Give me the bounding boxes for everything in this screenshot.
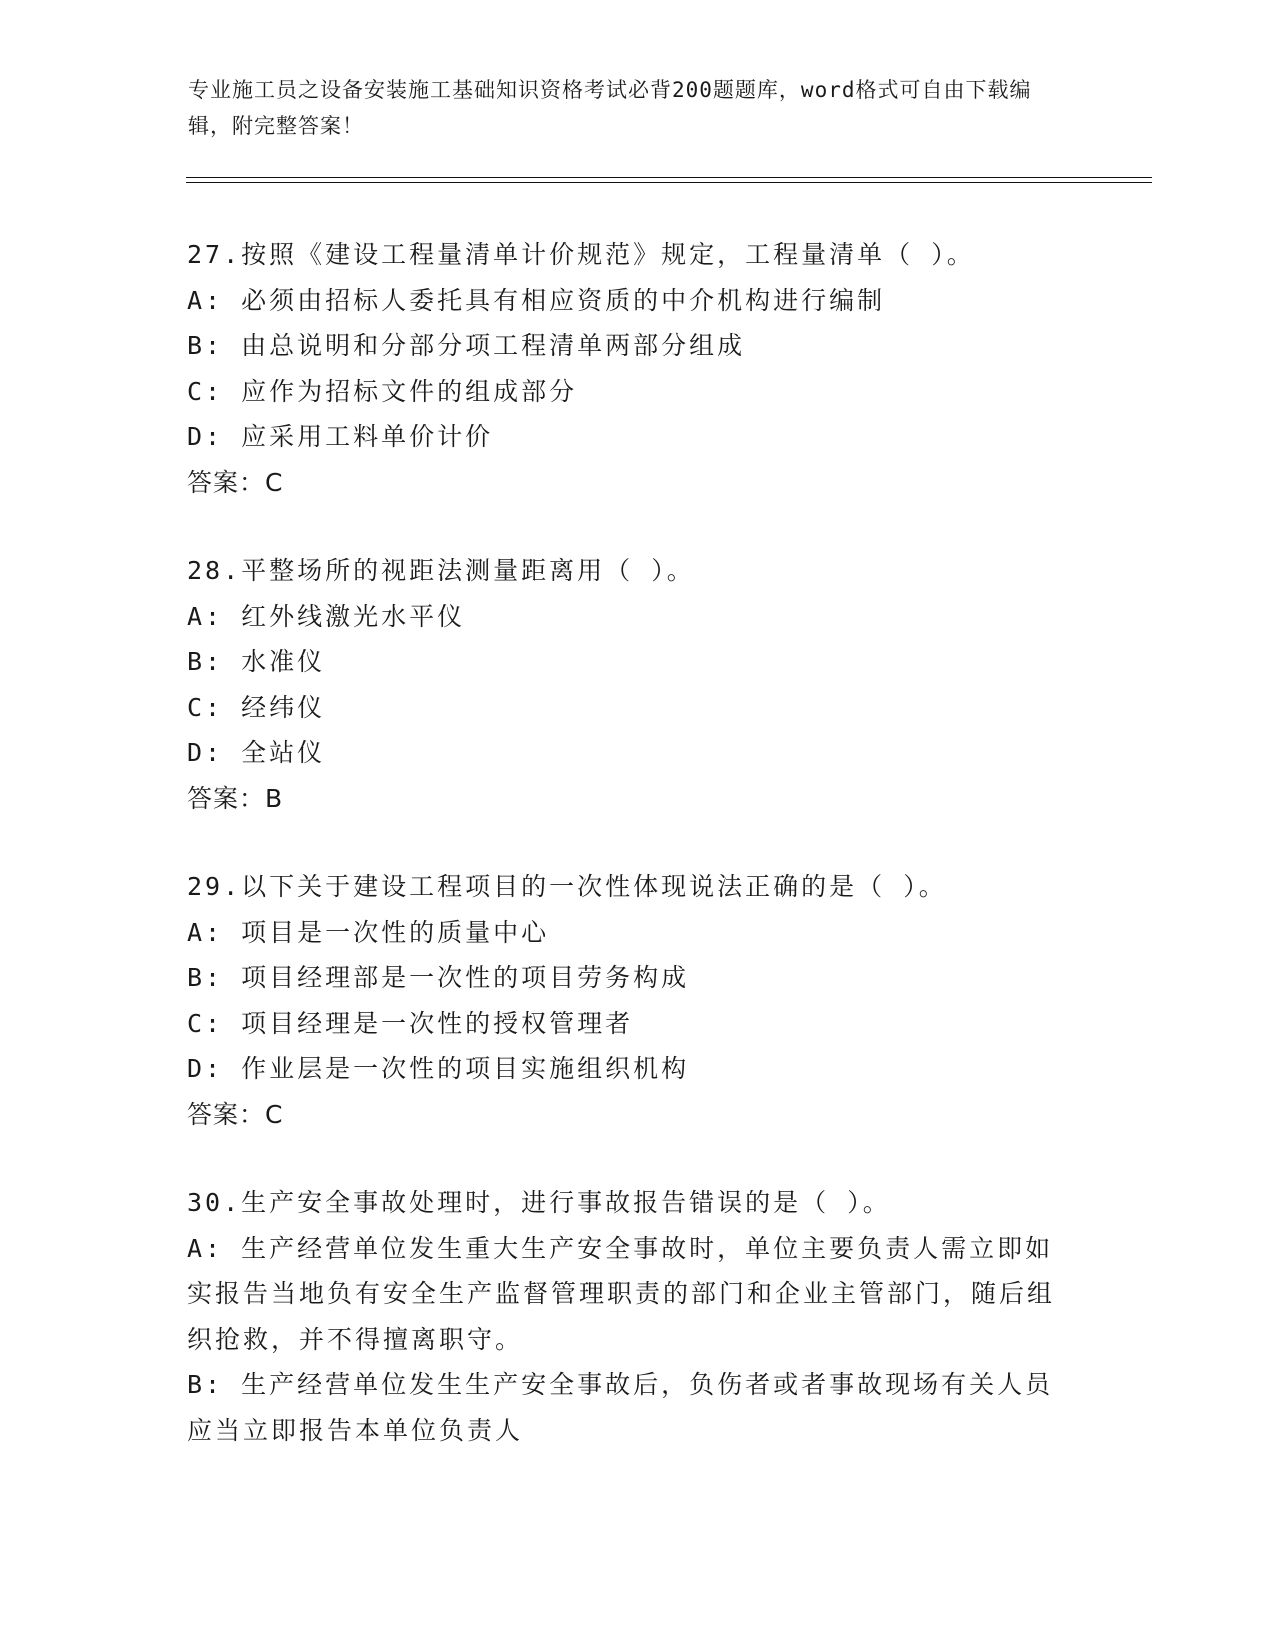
option-a: A: 必须由招标人委托具有相应资质的中介机构进行编制 (187, 285, 886, 315)
option-b: B: 水准仪 (187, 647, 326, 676)
question-stem: 27.按照《建设工程量清单计价规范》规定，工程量清单（ ）。 (187, 240, 975, 269)
option-b: B: 项目经理部是一次性的项目劳务构成 (187, 963, 690, 992)
option-a: A: 生产经营单位发生重大生产安全事故时，单位主要负责人需立即如实报告当地负有安全生产监督管理职责的部门和企业主管部门，随后组织抢救，并不得擅离职守。 (187, 1233, 1056, 1354)
header-text: 专业施工员之设备安装施工基础知识资格考试必背200题题库，word格式可自由下载编辑，附完整答案！ (188, 78, 1032, 138)
answer: 答案：C (187, 467, 284, 497)
option-b: B: 由总说明和分部分项工程清单两部分组成 (187, 331, 746, 360)
question-30 (187, 1180, 1087, 1453)
option-c: C: 应作为招标文件的组成部分 (187, 376, 578, 406)
option-a: A: 项目是一次性的质量中心 (187, 917, 550, 947)
question-27 (187, 232, 1087, 505)
option-a: A: 红外线激光水平仪 (187, 601, 466, 631)
header-divider-top (186, 177, 1152, 178)
question-stem: 28.平整场所的视距法测量距离用（ ）。 (187, 556, 695, 585)
option-c: C: 经纬仪 (187, 692, 326, 722)
question-28 (187, 548, 1087, 821)
header-divider-bottom (186, 182, 1152, 183)
option-c: C: 项目经理是一次性的授权管理者 (187, 1008, 634, 1038)
question-list (187, 232, 1087, 1496)
document-header (188, 72, 1068, 144)
question-29 (187, 864, 1087, 1137)
option-d: D: 应采用工料单价计价 (187, 422, 494, 451)
option-d: D: 全站仪 (187, 738, 326, 767)
option-b: B: 生产经营单位发生生产安全事故后，负伤者或者事故现场有关人员应当立即报告本单位负责人 (187, 1370, 1054, 1445)
question-stem: 29.以下关于建设工程项目的一次性体现说法正确的是（ ）。 (187, 872, 947, 901)
answer: 答案：B (187, 783, 284, 813)
question-stem: 30.生产安全事故处理时，进行事故报告错误的是（ ）。 (187, 1188, 891, 1217)
answer: 答案：C (187, 1099, 284, 1129)
option-d: D: 作业层是一次性的项目实施组织机构 (187, 1054, 690, 1083)
